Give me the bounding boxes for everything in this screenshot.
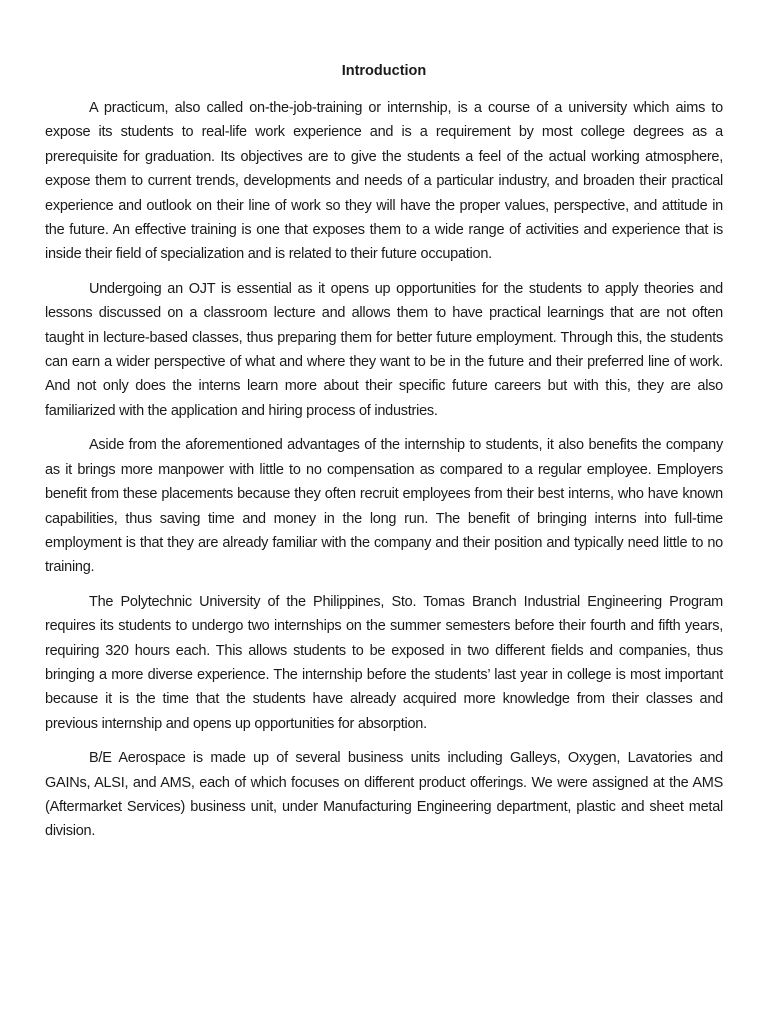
paragraph-be-aerospace: B/E Aerospace is made up of several business units including Galleys, Oxygen, Lavatories and GAINs, ALSI, and AMS, each of which focuses on different product offerings. We were assigned at the AMS (Aftermarket Services) business unit, under Manufacturing Engineering department, plastic and sheet metal division. <box>45 750 723 840</box>
paragraph-company-benefits: Aside from the aforementioned advantages of the internship to students, it also benefits the company as it brings more manpower with little to no compensation as compared to a regular employee. Employers benefit from these placements because they often recruit employees from their best interns, who have known capabilities, thus saving time and money in the long run. The benefit of bringing interns into full-time employment is that they are already familiar with the company and their position and typically need little to no training. <box>45 437 723 576</box>
paragraph-ojt-benefits: Undergoing an OJT is essential as it opens up opportunities for the students to apply theories and lessons discussed on a classroom lecture and allows them to have practical learnings that are not often taught in lecture-based classes, thus preparing them for better future employment. Through this, the students can earn a wider perspective of what and where they want to be in the future and their preferred line of work. And not only does the interns learn more about their specific future careers but with this, they are also familiarized with the application and hiring process of industries. <box>45 280 723 419</box>
document-title: Introduction <box>341 63 427 79</box>
document-page <box>45 60 723 854</box>
paragraph-pup-program: The Polytechnic University of the Philippines, Sto. Tomas Branch Industrial Engineering Program requires its students to undergo two internships on the summer semesters before their fourth and fifth years, requiring 320 hours each. This allows students to be exposed in two different fields and companies, thus bringing a more diverse experience. The internship before the students’ last year in college is most important because it is the time that the students have already acquired more knowledge from their classes and previous internship and opens up opportunities for absorption. <box>45 593 723 732</box>
paragraph-practicum: A practicum, also called on-the-job-training or internship, is a course of a university which aims to expose its students to real-life work experience and is a requirement by most college degrees as a prerequisite for graduation. Its objectives are to give the students a feel of the actual working atmosphere, expose them to current trends, developments and needs of a particular industry, and broaden their practical experience and outlook on their line of work so they will have the proper values, perspective, and attitude in the future. An effective training is one that exposes them to a wide range of activities and experience that is inside their field of specialization and is related to their future occupation. <box>45 100 723 263</box>
